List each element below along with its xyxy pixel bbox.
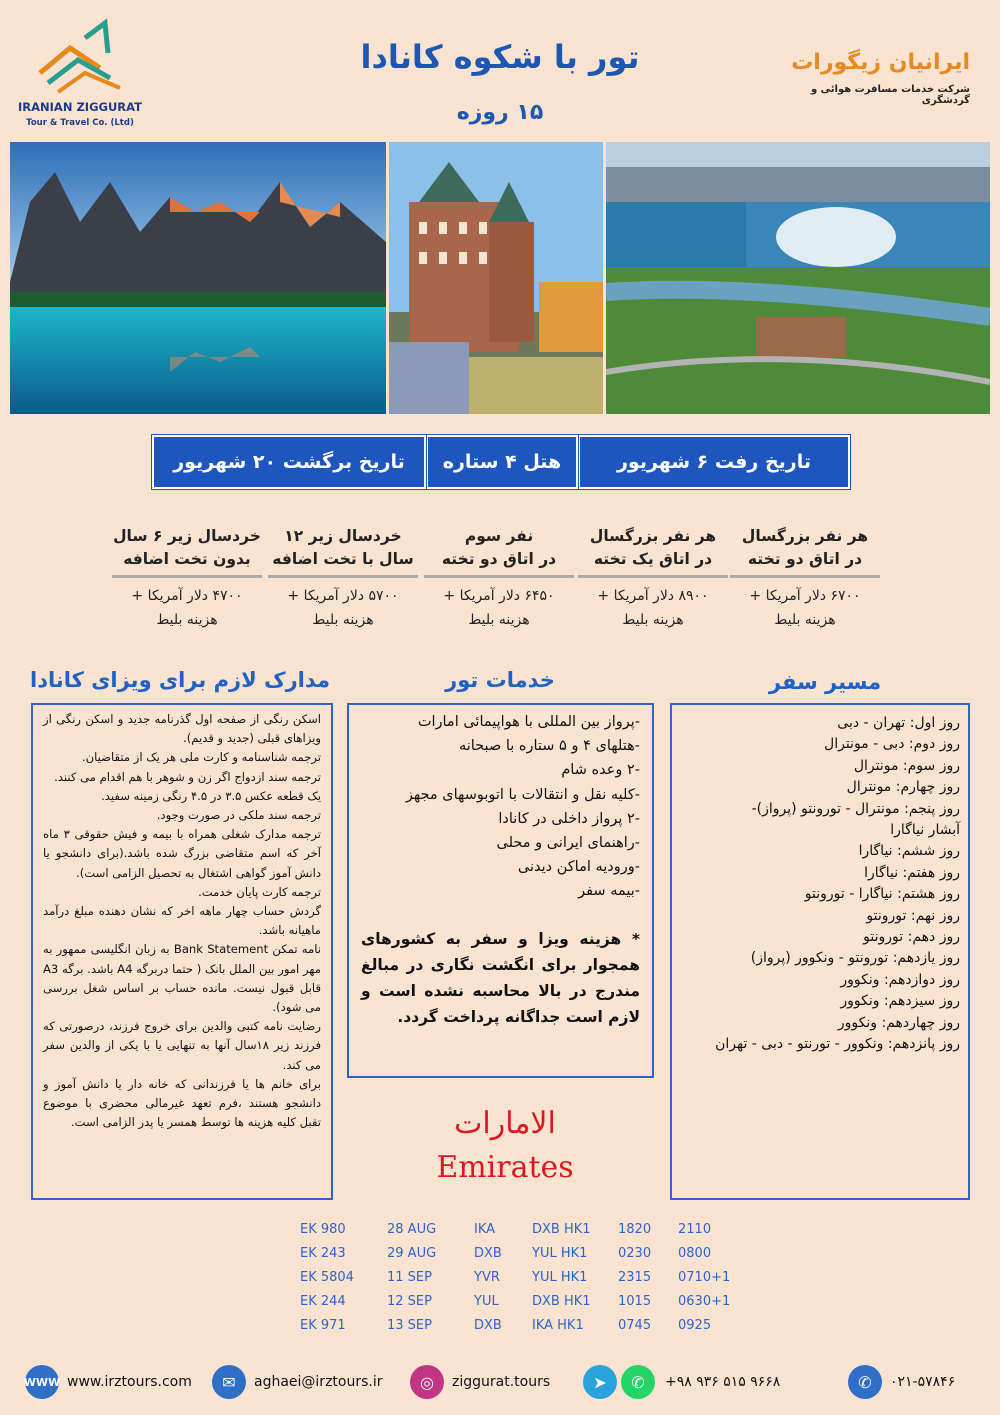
route-day: روز هشتم: نیاگارا - تورونتو	[804, 886, 960, 903]
document-item: ترجمه سند ملکی در صورت وجود.	[156, 808, 321, 823]
route-day: روز نهم: تورونتو	[866, 907, 960, 924]
flight-row: EK 5804 11 SEP YVR YUL HK1 2315 0710+1	[300, 1270, 731, 1285]
price-header: نفر سوم در اتاق دو تخته	[424, 525, 574, 578]
route-day: روز یازدهم: تورونتو - ونکوور (پرواز)	[750, 950, 960, 967]
document-item: اسکن رنگی از صفحه اول گذرنامه جدید و اسکن رنگی از ویزاهای قبلی (جدید و قدیم).	[43, 712, 321, 746]
price-table	[110, 525, 880, 635]
price-value: ۴۷۰۰ دلار آمریکا + هزینه بلیط	[131, 588, 243, 628]
route-day: روز سوم: مونترال	[853, 757, 960, 774]
price-header: هر نفر بزرگسال در اتاق دو تخته	[730, 525, 880, 578]
photo-niagara-falls	[606, 142, 990, 414]
logo-name: IRANIAN ZIGGURAT	[17, 100, 142, 114]
instagram-icon: ◎	[410, 1365, 444, 1399]
price-column-child-nobed	[112, 525, 262, 632]
price-column-adult-single	[578, 525, 728, 632]
service-item: -هتلهای ۴ و ۵ ستاره با صبحانه	[458, 738, 640, 755]
document-item: برای خانم ها یا فرزندانی که خانه دار یا دانش آموز و دانشجو هستند ،فرم تعهد غیرمالی محضری با موضوع تقبل کلیه هزینه ها توسط همسر یا پدر الزامی است.	[43, 1076, 321, 1130]
document-item: یک قطعه عکس ۳.۵ در ۴.۵ رنگی زمینه سفید.	[101, 788, 321, 803]
price-header: هر نفر بزرگسال در اتاق یک تخته	[578, 525, 728, 578]
logo	[30, 18, 130, 100]
service-item: -۲ پرواز داخلی در کانادا	[498, 810, 640, 827]
price-value: ۶۷۰۰ دلار آمریکا + هزینه بلیط	[749, 588, 861, 628]
departure-date-badge: تاریخ رفت ۶ شهریور	[578, 435, 850, 489]
brand-name: ایرانیان زیگورات	[791, 50, 970, 75]
price-value: ۸۹۰۰ دلار آمریکا + هزینه بلیط	[597, 588, 709, 628]
services-title: خدمات تور	[445, 668, 555, 692]
document-item: ترجمه شناسنامه و کارت ملی هر یک از متقاضیان.	[81, 750, 321, 765]
footer-email[interactable]	[212, 1362, 392, 1402]
document-item: رضایت نامه کتبی والدین برای خروج فرزند، درصورتی که فرزند زیر ۱۸سال آنها به تنهایی یا با یکی از والدین سفر می کند.	[43, 1019, 321, 1072]
telegram-icon: ➤	[583, 1365, 617, 1399]
photo-moraine-lake	[10, 142, 386, 414]
service-item: -کلیه نقل و انتقالات با اتوبوسهای مجهز	[405, 786, 640, 803]
website-link[interactable]: www.irztours.com	[67, 1374, 192, 1390]
footer-instagram[interactable]	[410, 1362, 570, 1402]
price-column-adult-double	[730, 525, 880, 632]
route-day: روز پانزدهم: ونکوور - تورنتو - دبی - تهران	[715, 1036, 960, 1053]
globe-icon: WWW	[25, 1365, 59, 1399]
return-date-badge: تاریخ برگشت ۲۰ شهریور	[152, 435, 426, 489]
document-item: ترجمه مدارک شغلی همراه با بیمه و فیش حقوقی ۳ ماه آخر که اسم متقاضی بزرگ شده باشد.(برای دانشجو یا دانش آموز گواهی اشتغال به تحصیل الزامی است).	[43, 827, 321, 880]
price-value: ۵۷۰۰ دلار آمریکا + هزینه بلیط	[287, 588, 399, 628]
price-column-third-person	[424, 525, 574, 632]
service-item: -راهنمای ایرانی و محلی	[496, 835, 640, 852]
price-column-child-bed	[268, 525, 418, 632]
price-value: ۶۴۵۰ دلار آمریکا + هزینه بلیط	[443, 588, 555, 628]
route-day: روز دهم: تورونتو	[863, 929, 960, 946]
logo-tagline: Tour & Travel Co. (Ltd)	[26, 118, 134, 128]
route-day: آبشار نیاگارا	[890, 822, 960, 839]
price-header: خردسال زیر ۱۲ سال با تخت اضافه	[268, 525, 418, 578]
flight-row: EK 971 13 SEP DXB IKA HK1 0745 0925	[300, 1318, 712, 1333]
photo-quebec-chateau	[389, 142, 603, 414]
footer-website[interactable]	[25, 1362, 195, 1402]
document-item: ترجمه سند ازدواج اگر زن و شوهر با هم اقدام می کنند.	[54, 769, 321, 784]
route-day: روز چهارم: مونترال	[846, 779, 960, 796]
route-day: روز دوازدهم: ونکوور	[840, 971, 960, 988]
emirates-logo	[430, 1098, 580, 1193]
footer-phone[interactable]	[848, 1362, 978, 1402]
service-item: -۲ وعده شام	[561, 762, 640, 779]
emirates-arabic: الامارات	[454, 1106, 556, 1141]
route-day: روز دوم: دبی - مونترال	[824, 736, 960, 753]
services-box	[347, 703, 654, 1078]
document-item: گردش حساب چهار ماهه اخر که نشان دهنده مبلغ درآمد ماهیانه باشد.	[43, 904, 321, 938]
document-item: ترجمه کارت پایان خدمت.	[198, 884, 321, 899]
page-subtitle: ۱۵ روزه	[456, 100, 544, 125]
service-item: -ورودیه اماکن دیدنی	[517, 859, 640, 876]
page-title: تور با شکوه کانادا	[360, 38, 640, 76]
footer-mobile[interactable]	[583, 1362, 823, 1402]
flight-row: EK 243 29 AUG DXB YUL HK1 0230 0800	[300, 1246, 712, 1261]
route-box	[670, 703, 970, 1200]
route-day: روز چهاردهم: ونکوور	[837, 1014, 960, 1031]
phone-icon: ✆	[848, 1365, 882, 1399]
document-item: نامه تمکن Bank Statement به زبان انگلیسی ممهور به مهر امور بین الملل بانک ( حتما دربرگه A4 باشد. برگه A3 قابل قبول نیست. مانده حساب بر اساس شغل بررسی می شود).	[43, 942, 321, 1015]
service-item: -پرواز بین المللی با هواپیمائی امارات	[417, 714, 640, 730]
documents-box	[31, 703, 333, 1200]
mail-icon: ✉	[212, 1365, 246, 1399]
route-title: مسیر سفر	[768, 670, 882, 694]
route-day: روز ششم: نیاگارا	[858, 843, 960, 860]
instagram-link[interactable]: ziggurat.tours	[452, 1374, 551, 1390]
route-day: روز پنجم: مونترال - تورونتو (پرواز)-	[751, 800, 960, 817]
phone-number[interactable]: ۰۲۱-۵۷۸۴۶	[890, 1374, 956, 1390]
documents-title: مدارک لازم برای ویزای کانادا	[30, 668, 330, 692]
route-day: روز سیزدهم: ونکوور	[840, 993, 960, 1010]
route-day: روز هفتم: نیاگارا	[864, 864, 960, 881]
flight-row: EK 244 12 SEP YUL DXB HK1 1015 0630+1	[300, 1294, 731, 1309]
flight-row: EK 980 28 AUG IKA DXB HK1 1820 2110	[300, 1222, 712, 1237]
emirates-wordmark: Emirates	[436, 1150, 574, 1185]
route-day: روز اول: تهران - دبی	[837, 715, 960, 731]
whatsapp-icon: ✆	[621, 1365, 655, 1399]
brand-subtitle: شرکت خدمات مسافرت هوائی و گردشگری	[810, 84, 970, 106]
price-header: خردسال زیر ۶ سال بدون تخت اضافه	[112, 525, 262, 578]
email-link[interactable]: aghaei@irztours.ir	[254, 1374, 383, 1390]
hotel-badge: هتل ۴ ستاره	[426, 435, 578, 489]
service-item: -بیمه سفر	[578, 883, 640, 900]
visa-fee-note: * هزینه ویزا و سفر به کشورهای همجوار برای انگشت نگاری در مبالغ مندرج در بالا محاسبه نشده است و لازم است جداگانه پرداخت گردد.	[361, 929, 640, 1026]
mobile-number[interactable]: +۹۸ ۹۳۶ ۵۱۵ ۹۶۶۸	[665, 1374, 781, 1390]
